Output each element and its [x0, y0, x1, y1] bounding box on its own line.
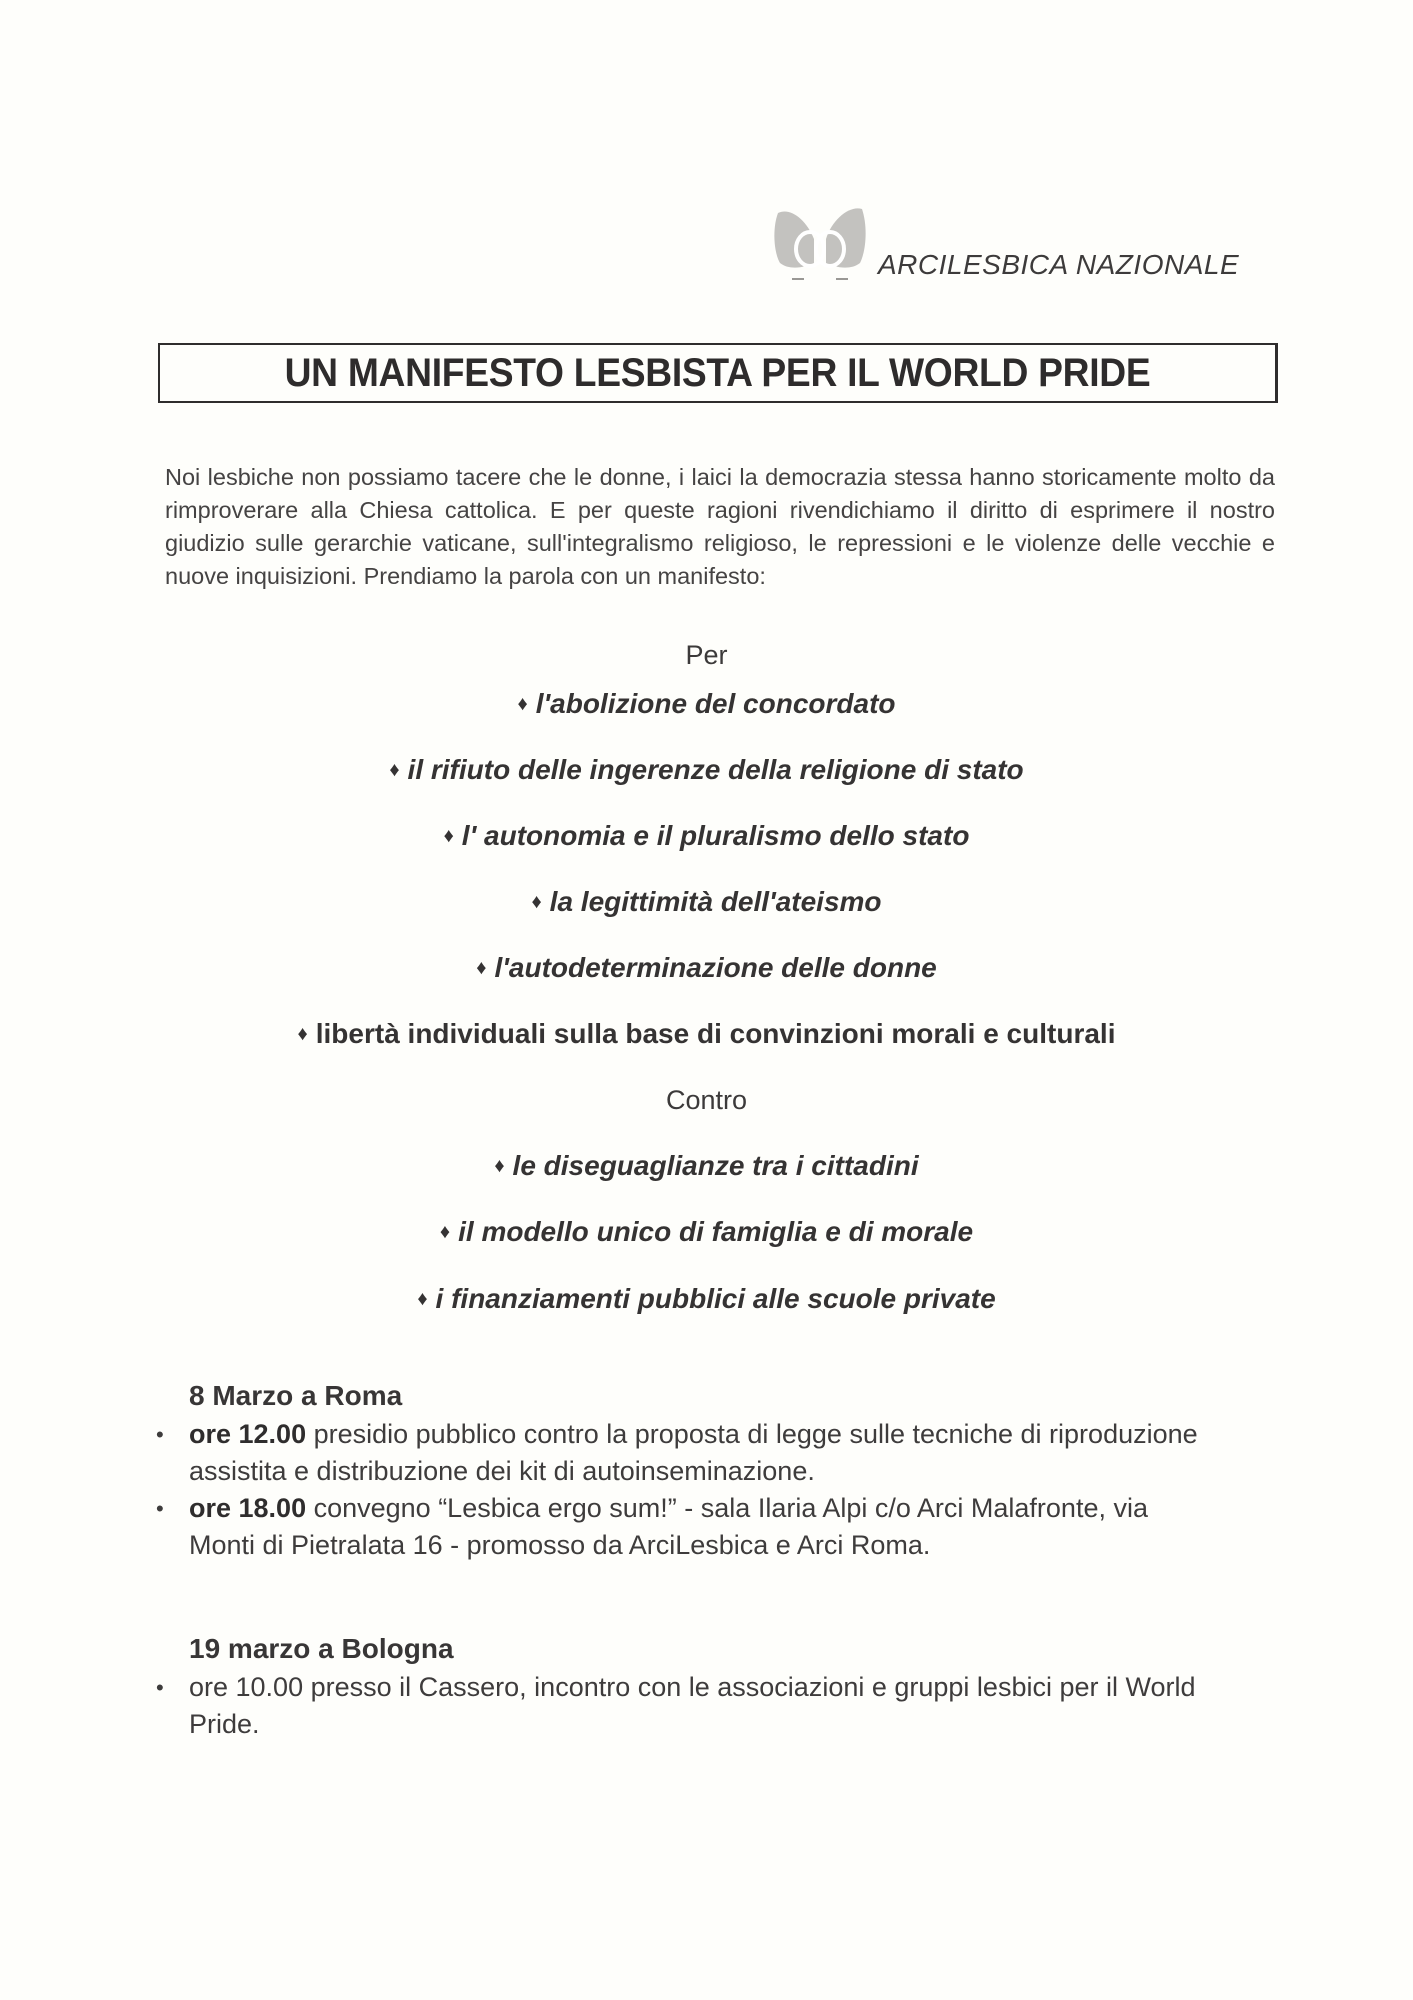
- per-item: ♦ l' autonomia e il pluralismo dello stato: [443, 820, 970, 851]
- intro-paragraph: Noi lesbiche non possiamo tacere che le donne, i laici la democrazia stessa hanno storicamente molto da rimproverare alla Chiesa cattolica. E per queste ragioni rivendichiamo il diritto di esprimere il nostro giudizio sulle gerarchie vaticane, sull'integralismo religioso, le repressioni e le violenze delle vecchie e nuove inquisizioni. Prendiamo la parola con un manifesto:: [165, 463, 1275, 589]
- bullet-dot-icon: •: [156, 1675, 164, 1700]
- event-item: • ore 18.00 convegno “Lesbica ergo sum!” - sala Ilaria Alpi c/o Arci Malafronte, via Monti di Pietralata 16 - promosso da ArciLesbica e Arci Roma.: [170, 1490, 1219, 1564]
- document-title: UN MANIFESTO LESBISTA PER IL WORLD PRIDE: [284, 350, 1151, 395]
- contro-item: ♦ il modello unico di famiglia e di morale: [439, 1216, 974, 1247]
- event-item: • ore 12.00 presidio pubblico contro la proposta di legge sulle tecniche di riproduzione assistita e distribuzione dei kit di autoinseminazione.: [170, 1416, 1219, 1490]
- diamond-bullet-icon: ♦: [517, 693, 528, 715]
- organization-name: ARCILESBICA NAZIONALE: [878, 249, 1240, 280]
- event-heading: 19 marzo a Bologna: [189, 1633, 454, 1664]
- per-heading: Per: [685, 640, 728, 670]
- diamond-bullet-icon: ♦: [297, 1023, 308, 1045]
- event-roma: [156, 1380, 1270, 1564]
- diamond-bullet-icon: ♦: [476, 957, 487, 979]
- title-box: [158, 343, 1278, 403]
- diamond-bullet-icon: ♦: [389, 759, 400, 781]
- contro-item: ♦ le diseguaglianze tra i cittadini: [494, 1150, 919, 1181]
- organization-header: [770, 205, 1239, 285]
- per-item: ♦ l'autodeterminazione delle donne: [476, 952, 937, 983]
- bullet-dot-icon: •: [156, 1496, 164, 1521]
- diamond-bullet-icon: ♦: [417, 1288, 428, 1310]
- diamond-bullet-icon: ♦: [443, 825, 454, 847]
- diamond-bullet-icon: ♦: [439, 1221, 451, 1243]
- per-item: ♦ l'abolizione del concordato: [517, 688, 896, 719]
- diamond-bullet-icon: ♦: [531, 891, 542, 913]
- per-item: ♦ il rifiuto delle ingerenze della religione di stato: [389, 754, 1024, 785]
- per-item: ♦ libertà individuali sulla base di convinzioni morali e culturali: [297, 1018, 1116, 1049]
- event-item: • ore 10.00 presso il Cassero, incontro con le associazioni e gruppi lesbici per il World Pride.: [170, 1669, 1219, 1743]
- event-bologna: [156, 1633, 1270, 1743]
- contro-heading: Contro: [665, 1085, 748, 1115]
- bullet-dot-icon: •: [156, 1422, 164, 1447]
- per-item: ♦ la legittimità dell'ateismo: [531, 886, 882, 917]
- event-heading: 8 Marzo a Roma: [189, 1380, 403, 1411]
- butterfly-logo-icon: [770, 205, 870, 285]
- contro-item: ♦ i finanziamenti pubblici alle scuole private: [417, 1283, 996, 1314]
- diamond-bullet-icon: ♦: [494, 1155, 505, 1177]
